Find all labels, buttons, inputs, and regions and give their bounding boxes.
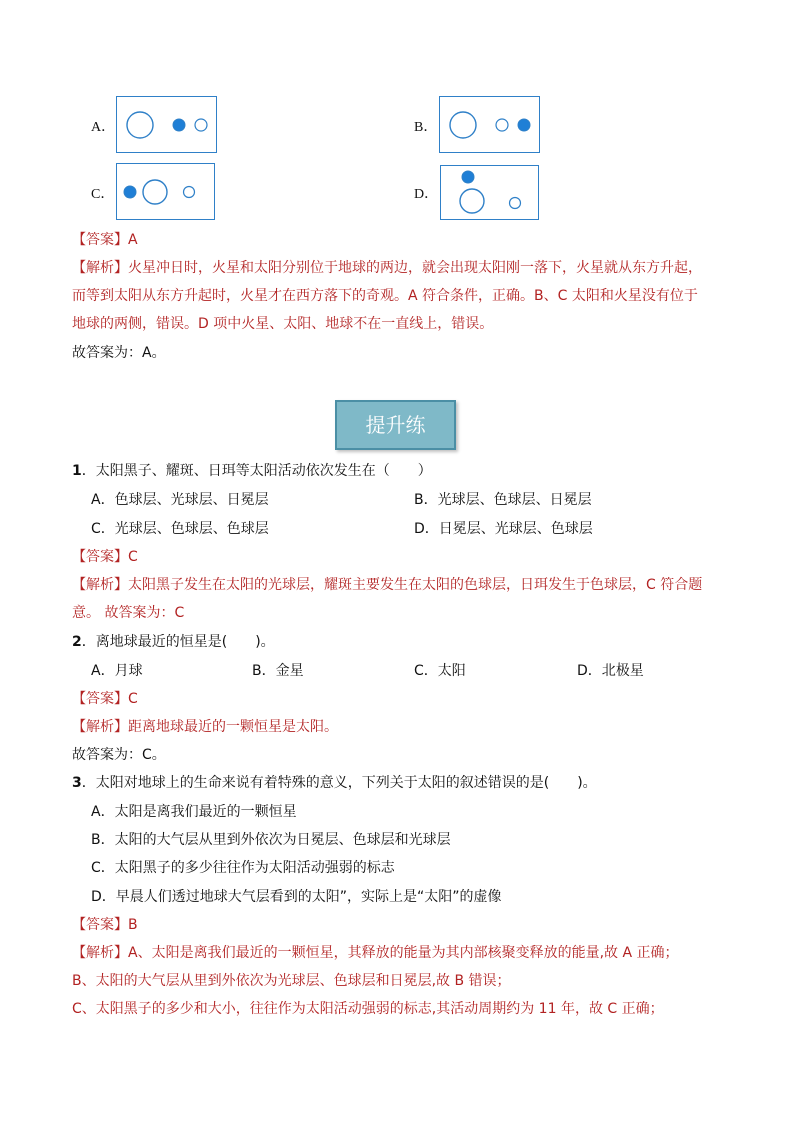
sun-circle	[127, 112, 153, 138]
sun-circle	[143, 180, 167, 204]
q2-answer-line: 【答案】C	[72, 691, 138, 707]
mars-dot	[518, 119, 530, 131]
q3-analysis-line2: B、太阳的大气层从里到外依次为光球层、色球层和日冕层,故 B 错误；	[72, 973, 511, 989]
q1-option-a: A．色球层、光球层、日冕层	[91, 492, 269, 508]
q1-option-b: B．光球层、色球层、日冕层	[414, 492, 592, 508]
option-label-a: A．	[91, 120, 116, 135]
prev-analysis-line3: 地球的两侧，错误。D 项中火星、太阳、地球不在一直线上，错误。	[72, 316, 494, 332]
q2-option-d: D．北极星	[577, 663, 644, 679]
q1-answer-line: 【答案】C	[72, 549, 138, 565]
earth-circle	[510, 198, 521, 209]
q1-analysis-line2: 意。 故答案为：C	[72, 605, 185, 621]
section-title-banner: 提升练	[335, 400, 456, 450]
prev-answer-line: 【答案】A	[72, 232, 138, 248]
mars-dot	[462, 171, 474, 183]
q3-option-d: D．早晨人们透过地球大气层看到的太阳”，实际上是“太阳”的虚像	[91, 889, 502, 905]
option-b-diagram	[439, 96, 540, 153]
q1-option-c: C．光球层、色球层、色球层	[91, 521, 269, 537]
option-a-diagram	[116, 96, 217, 153]
q2-analysis-line1: 【解析】距离地球最近的一颗恒星是太阳。	[72, 719, 338, 735]
q3-stem: 3．太阳对地球上的生命来说有着特殊的意义，下列关于太阳的叙述错误的是( )。	[72, 775, 597, 791]
q2-conclusion: 故答案为：C。	[72, 747, 166, 763]
q3-option-c: C．太阳黑子的多少往往作为太阳活动强弱的标志	[91, 860, 395, 876]
q2-stem: 2．离地球最近的恒星是( )。	[72, 634, 275, 650]
earth-circle	[195, 119, 207, 131]
option-label-c: C．	[91, 187, 115, 202]
sun-circle	[450, 112, 476, 138]
mars-dot	[173, 119, 185, 131]
q1-analysis-line1: 【解析】太阳黑子发生在太阳的光球层，耀斑主要发生在太阳的色球层，日珥发生于色球层，C 符合题	[72, 577, 703, 593]
q3-analysis-line3: C、太阳黑子的多少和大小，往往作为太阳活动强弱的标志,其活动周期约为 11 年，故 C 正确；	[72, 1001, 664, 1017]
q1-option-d: D．日冕层、光球层、色球层	[414, 521, 593, 537]
option-d-diagram	[440, 165, 539, 220]
q3-option-b: B．太阳的大气层从里到外依次为日冕层、色球层和光球层	[91, 832, 451, 848]
q2-option-b: B．金星	[252, 663, 304, 679]
prev-conclusion: 故答案为：A。	[72, 345, 166, 361]
earth-circle	[496, 119, 508, 131]
earth-circle	[184, 187, 195, 198]
q2-option-c: C．太阳	[414, 663, 466, 679]
mars-dot	[124, 186, 136, 198]
option-c-diagram	[116, 163, 215, 220]
option-label-b: B．	[414, 120, 438, 135]
q3-answer-line: 【答案】B	[72, 917, 138, 933]
q3-option-a: A．太阳是离我们最近的一颗恒星	[91, 804, 297, 820]
q2-option-a: A．月球	[91, 663, 143, 679]
q1-stem: 1．太阳黑子、耀斑、日珥等太阳活动依次发生在（ ）	[72, 463, 432, 479]
q3-analysis-line1: 【解析】A、太阳是离我们最近的一颗恒星，其释放的能量为其内部核聚变释放的能量,故 A 正确；	[72, 945, 679, 961]
option-label-d: D．	[414, 187, 439, 202]
sun-circle	[460, 189, 484, 213]
prev-analysis-line1: 【解析】火星冲日时，火星和太阳分别位于地球的两边，就会出现太阳刚一落下，火星就从东方升起，	[72, 260, 702, 276]
prev-analysis-line2: 而等到太阳从东方升起时，火星才在西方落下的奇观。A 符合条件，正确。B、C 太阳和火星没有位于	[72, 288, 698, 304]
